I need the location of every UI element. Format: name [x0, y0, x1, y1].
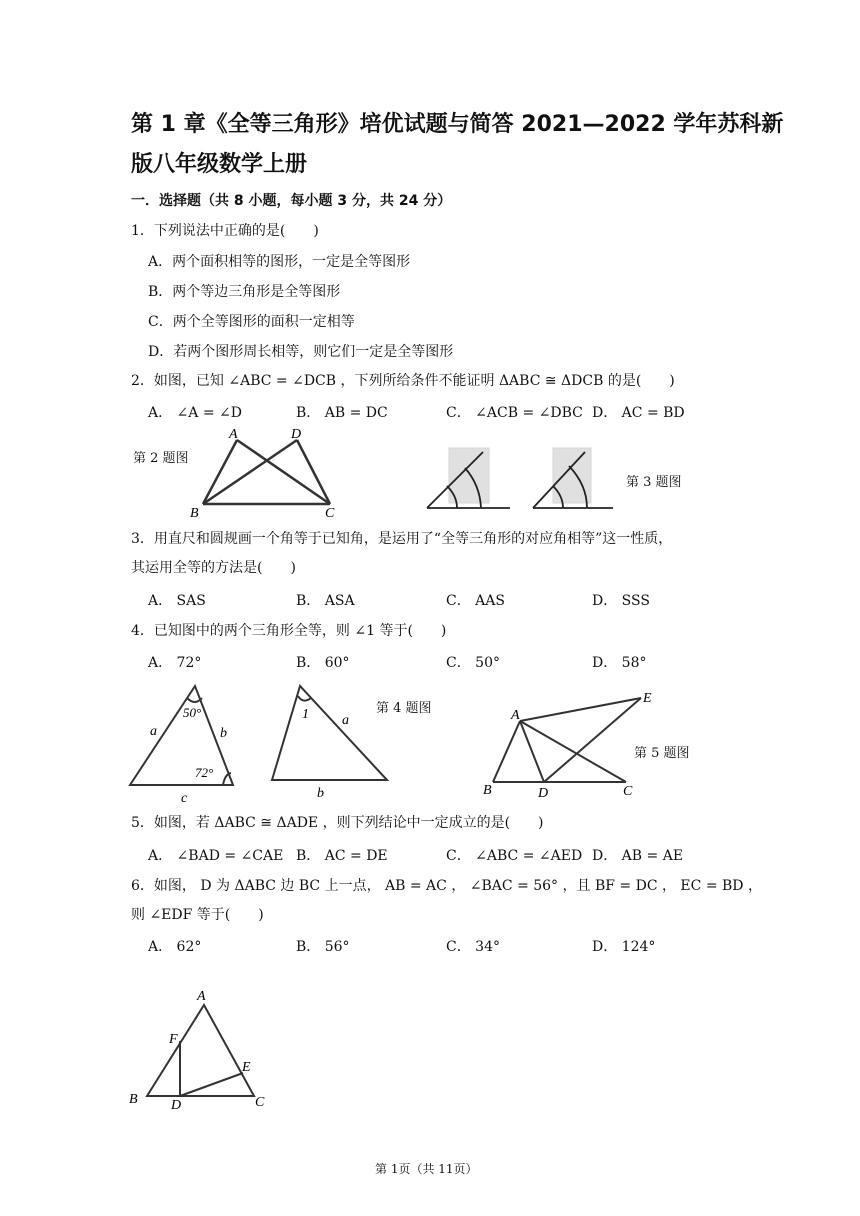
q6-label-a: A	[197, 989, 206, 1004]
q6-label-e: E	[242, 1060, 251, 1075]
q6-label-d: D	[171, 1098, 182, 1113]
q2-stem: 2．如图，已知 ∠ABC = ∠DCB ，下列所给条件不能证明 ΔABC ≅ ΔDCB 的是( )	[131, 373, 675, 389]
q4-option-c: C． 50°	[446, 655, 500, 671]
q1-option-d: D．若两个图形周长相等，则它们一定是全等图形	[148, 344, 454, 360]
q4-left-side-c: c	[181, 791, 188, 806]
q6-label-b: B	[129, 1092, 138, 1107]
q1-option-c: C．两个全等图形的面积一定相等	[148, 314, 355, 330]
q6-stem-line1: 6．如图， D 为 ΔABC 边 BC 上一点， AB = AC ， ∠BAC = 56° ，且 BF = DC ， EC = BD ，	[131, 878, 762, 894]
q2-option-c: C． ∠ACB = ∠DBC	[446, 405, 583, 421]
q4-right-side-b: b	[317, 786, 324, 801]
q5-label-c: C	[623, 784, 633, 799]
q3-figure-caption: 第 3 题图	[626, 475, 682, 490]
section-heading: 一．选择题（共 8 小题，每小题 3 分，共 24 分）	[131, 193, 452, 209]
q3-figure	[425, 440, 615, 515]
q3-option-b: B． ASA	[296, 593, 355, 609]
q4-figure-caption: 第 4 题图	[376, 701, 432, 716]
q4-right-angle-1: 1	[302, 707, 309, 722]
doc-title-line2: 版八年级数学上册	[131, 152, 308, 177]
q4-left-side-a: a	[150, 724, 157, 739]
q2-option-b: B． AB = DC	[296, 405, 388, 421]
q6-label-c: C	[255, 1095, 265, 1110]
q4-left-side-b: b	[220, 726, 227, 741]
q5-option-d: D． AB = AE	[592, 848, 684, 864]
q5-stem: 5．如图，若 ΔABC ≅ ΔADE ，则下列结论中一定成立的是( )	[131, 815, 544, 831]
q5-option-c: C． ∠ABC = ∠AED	[446, 848, 583, 864]
q1-option-b: B．两个等边三角形是全等图形	[148, 284, 341, 300]
q4-option-b: B． 60°	[296, 655, 350, 671]
q6-stem-line2: 则 ∠EDF 等于( )	[131, 907, 264, 923]
page-footer: 第 1页（共 11页）	[375, 1162, 478, 1176]
q2-label-d: D	[291, 427, 302, 442]
q2-label-c: C	[325, 506, 335, 521]
q5-option-b: B． AC = DE	[296, 848, 388, 864]
q5-figure-caption: 第 5 题图	[634, 746, 690, 761]
q4-stem: 4．已知图中的两个三角形全等，则 ∠1 等于( )	[131, 623, 447, 639]
q1-option-a: A．两个面积相等的图形，一定是全等图形	[148, 254, 411, 270]
q4-left-angle-bottom: 72°	[195, 765, 214, 780]
q2-label-a: A	[229, 427, 238, 442]
q6-option-c: C． 34°	[446, 939, 500, 955]
q4-left-angle-top: 50°	[183, 705, 202, 720]
q4-right-side-a: a	[342, 713, 349, 728]
q3-option-c: C． AAS	[446, 593, 505, 609]
q5-label-b: B	[483, 783, 492, 798]
q2-figure-caption: 第 2 题图	[133, 451, 189, 466]
q3-stem-line1: 3．用直尺和圆规画一个角等于已知角，是运用了“全等三角形的对应角相等”这一性质，	[131, 531, 673, 547]
q6-option-d: D． 124°	[592, 939, 656, 955]
q2-figure	[185, 422, 355, 522]
q5-label-a: A	[511, 708, 520, 723]
q4-option-d: D． 58°	[592, 655, 647, 671]
q6-label-f: F	[169, 1032, 178, 1047]
q3-option-a: A． SAS	[148, 593, 206, 609]
q6-option-a: A． 62°	[148, 939, 202, 955]
q2-option-a: A． ∠A = ∠D	[148, 405, 242, 421]
q4-figure-left	[125, 678, 245, 806]
q3-option-d: D． SSS	[592, 593, 650, 609]
q4-option-a: A． 72°	[148, 655, 202, 671]
q2-label-b: B	[190, 506, 199, 521]
q6-option-b: B． 56°	[296, 939, 350, 955]
q5-label-d: D	[538, 786, 549, 800]
q5-label-e: E	[643, 691, 652, 706]
doc-title-line1: 第 1 章《全等三角形》培优试题与简答 2021—2022 学年苏科新	[131, 112, 784, 137]
q5-option-a: A． ∠BAD = ∠CAE	[148, 848, 284, 864]
q6-figure	[127, 985, 272, 1113]
q1-stem: 1．下列说法中正确的是( )	[131, 223, 319, 239]
q2-option-d: D． AC = BD	[592, 405, 685, 421]
q3-stem-line2: 其运用全等的方法是( )	[131, 560, 296, 576]
